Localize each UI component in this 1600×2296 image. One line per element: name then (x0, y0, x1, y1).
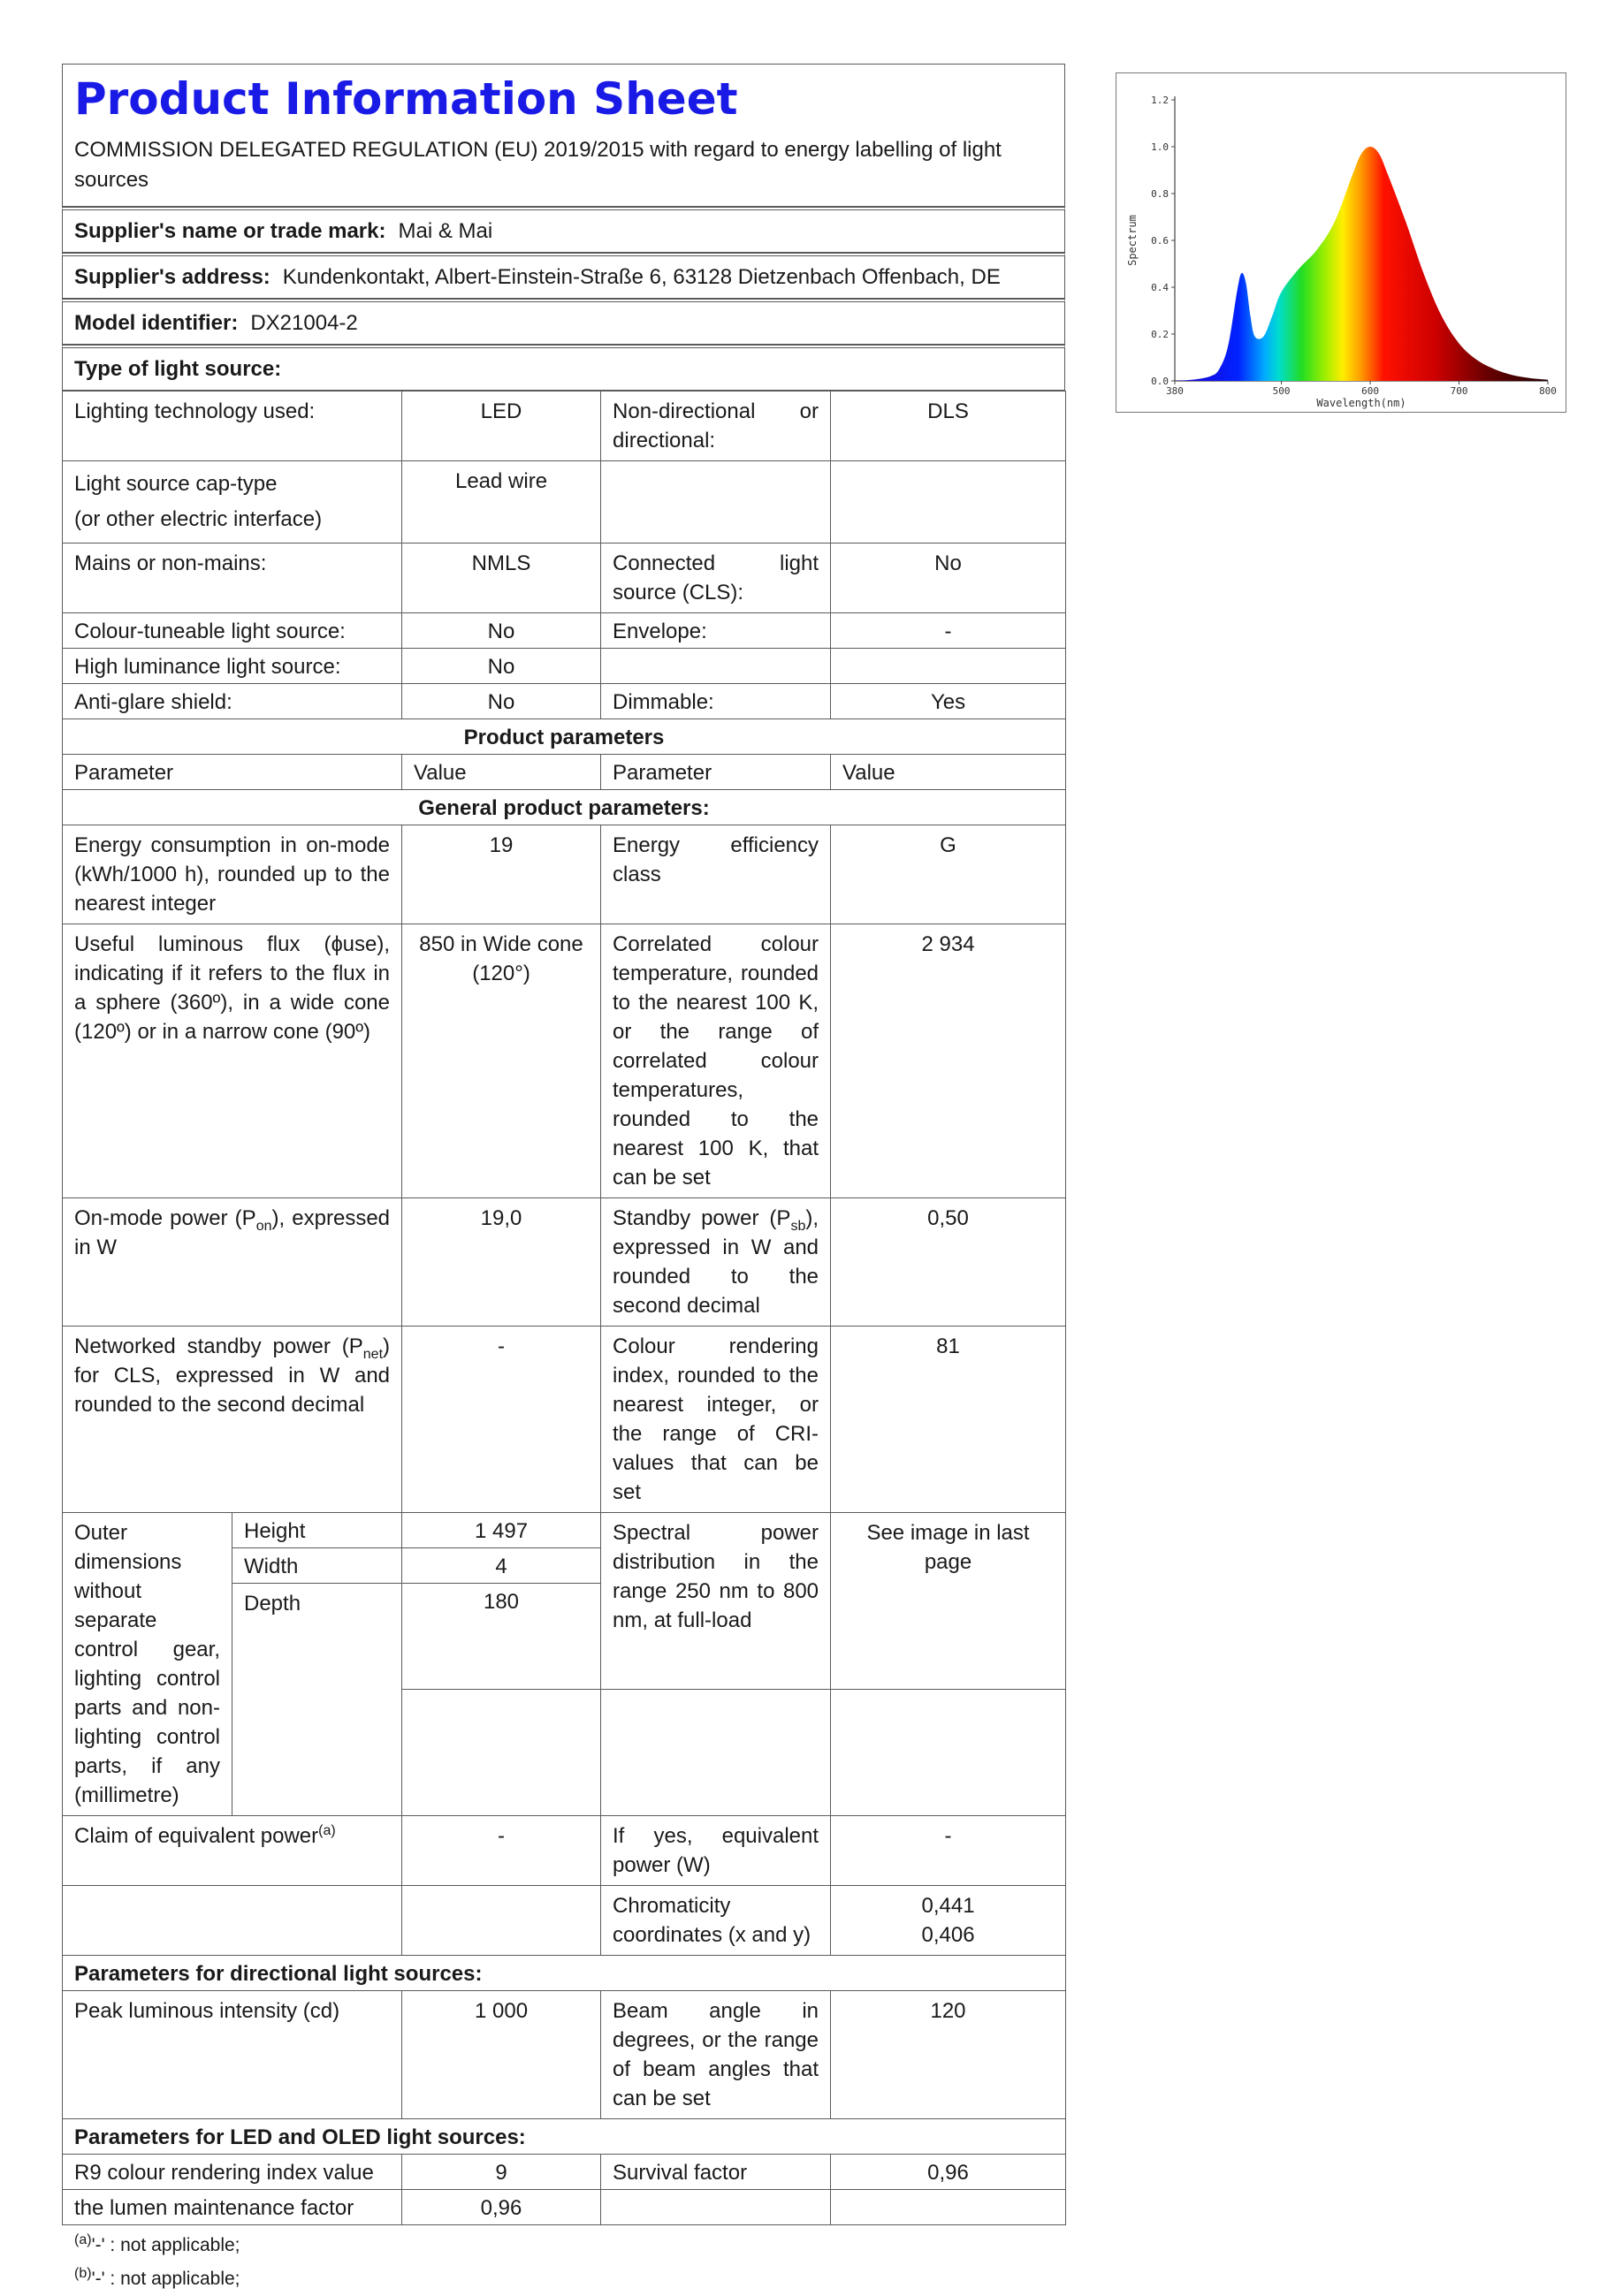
envelope-value: - (831, 613, 1066, 649)
table-row (63, 2155, 1066, 2190)
spectrum-area (1175, 147, 1548, 381)
chromaticity-y: 0,406 (921, 1923, 975, 1947)
lumen-maintenance-value: 0,96 (402, 2190, 601, 2225)
table-row (63, 2119, 1066, 2155)
anti-glare-value: No (402, 684, 601, 719)
beam-angle-value: 120 (831, 1991, 1066, 2119)
luminous-flux-label: Useful luminous flux (ɸuse), indicating if it refers to the flux in a sphere (360º), in a wide cone (120º) or in a narrow cone (90º) (63, 924, 402, 1198)
y-tick-label: 1.0 (1151, 141, 1169, 153)
y-tick-label: 0.8 (1151, 188, 1169, 200)
column-header-parameter: Parameter (63, 755, 402, 790)
directional-value: DLS (831, 392, 1066, 461)
empty-cell (831, 461, 1066, 544)
column-header-parameter: Parameter (601, 755, 831, 790)
y-axis-label: Spectrum (1126, 215, 1139, 266)
anti-glare-label: Anti-glare shield: (63, 684, 402, 719)
spectrum-chart-svg (1116, 73, 1566, 412)
luminous-flux-value: 850 in Wide cone (120°) (402, 924, 601, 1198)
empty-cell (63, 1886, 402, 1956)
equivalent-power-claim-label (63, 1816, 402, 1886)
table-row (63, 790, 1066, 825)
networked-standby-label-b: ) for CLS, expressed in W and rounded to the second decimal (74, 1334, 391, 1417)
column-header-value: Value (831, 755, 1066, 790)
spectral-distribution-label: Spectral power distribution in the range 250 nm to 800 nm, at full-load (601, 1513, 831, 1690)
footnote-a-text: '-' : not applicable; (91, 2235, 240, 2255)
on-mode-power-label-b: ), expressed in W (74, 1206, 391, 1259)
energy-consumption-label: Energy consumption in on-mode (kWh/1000 h), rounded up to the nearest integer (63, 825, 402, 924)
supplier-address-row (62, 253, 1065, 299)
peak-intensity-value: 1 000 (402, 1991, 601, 2119)
survival-factor-value: 0,96 (831, 2155, 1066, 2190)
table-row (63, 1816, 1066, 1886)
footnote-b-mark: (b) (74, 2266, 92, 2281)
cap-type-label (63, 461, 402, 544)
footnote-b (62, 2262, 1065, 2296)
sheet-header (62, 64, 1065, 207)
type-of-light-source-label: Type of light source: (74, 357, 282, 381)
spectrum-chart (1116, 72, 1566, 413)
table-row (63, 825, 1066, 924)
y-tick-label: 0.4 (1151, 282, 1169, 293)
standby-power-label-a: Standby power (P (613, 1206, 791, 1230)
survival-factor-label: Survival factor (601, 2155, 831, 2190)
equivalent-power-label: If yes, equivalent power (W) (601, 1816, 831, 1886)
table-row (63, 1198, 1066, 1327)
table-row (63, 1956, 1066, 1991)
depth-label: Depth (232, 1584, 402, 1816)
cls-value: No (831, 544, 1066, 613)
table-row (63, 392, 1066, 461)
y-tick-label: 0.2 (1151, 329, 1169, 340)
on-mode-power-label (63, 1198, 402, 1327)
networked-standby-value: - (402, 1327, 601, 1513)
colour-rendering-label: Colour rendering index, rounded to the nearest integer, or the range of CRI-values that can be set (601, 1327, 831, 1513)
parameters-table (62, 391, 1066, 2225)
height-label: Height (232, 1513, 402, 1548)
dimmable-value: Yes (831, 684, 1066, 719)
directional-label: Non-directional or directional: (601, 392, 831, 461)
colour-tuneable-label: Colour-tuneable light source: (63, 613, 402, 649)
width-label: Width (232, 1548, 402, 1584)
empty-cell (831, 2190, 1066, 2225)
general-parameters-heading: General product parameters: (63, 790, 1066, 825)
supplier-address-label: Supplier's address: (74, 265, 270, 289)
table-row (63, 613, 1066, 649)
spectral-distribution-value: See image in last page (831, 1513, 1066, 1690)
supplier-address-value: Kundenkontakt, Albert-Einstein-Straße 6, 63128 Dietzenbach Offenbach, DE (282, 265, 1001, 289)
empty-cell (601, 649, 831, 684)
standby-power-sub: sb (790, 1218, 806, 1234)
mains-label: Mains or non-mains: (63, 544, 402, 613)
mains-value: NMLS (402, 544, 601, 613)
tech-label: Lighting technology used: (63, 392, 402, 461)
product-parameters-heading: Product parameters (63, 719, 1066, 755)
table-row (63, 684, 1066, 719)
energy-consumption-value: 19 (402, 825, 601, 924)
colour-temperature-value: 2 934 (831, 924, 1066, 1198)
x-axis-label: Wavelength(nm) (1316, 397, 1406, 409)
on-mode-power-sub: on (255, 1218, 272, 1234)
x-tick-label: 700 (1450, 385, 1468, 397)
cls-label: Connected light source (CLS): (601, 544, 831, 613)
led-parameters-heading: Parameters for LED and OLED light sources: (63, 2119, 1066, 2155)
r9-value: 9 (402, 2155, 601, 2190)
equivalent-power-value: - (831, 1816, 1066, 1886)
table-row (63, 1327, 1066, 1513)
y-tick-label: 1.2 (1151, 95, 1169, 106)
empty-cell (402, 1690, 601, 1816)
table-row (63, 2190, 1066, 2225)
on-mode-power-value: 19,0 (402, 1198, 601, 1327)
footnote-a-mark: (a) (74, 2232, 92, 2247)
footnotes (62, 2229, 1065, 2296)
colour-rendering-value: 81 (831, 1327, 1066, 1513)
x-tick-label: 500 (1272, 385, 1291, 397)
x-tick-label: 600 (1361, 385, 1379, 397)
on-mode-power-label-a: On-mode power (P (74, 1206, 256, 1230)
x-tick-label: 380 (1166, 385, 1184, 397)
supplier-name-value: Mai & Mai (398, 219, 493, 243)
type-of-light-source-row (62, 345, 1065, 391)
product-information-sheet (62, 64, 1065, 2296)
equivalent-power-claim-value: - (402, 1816, 601, 1886)
model-identifier-value: DX21004-2 (250, 311, 358, 335)
table-row (63, 1513, 1066, 1548)
empty-cell (831, 649, 1066, 684)
column-header-value: Value (402, 755, 601, 790)
networked-standby-label-a: Networked standby power (P (74, 1334, 363, 1358)
beam-angle-label: Beam angle in degrees, or the range of beam angles that can be set (601, 1991, 831, 2119)
table-row (63, 755, 1066, 790)
dimmable-label: Dimmable: (601, 684, 831, 719)
chromaticity-x: 0,441 (921, 1894, 975, 1918)
table-row (63, 1886, 1066, 1956)
energy-class-value: G (831, 825, 1066, 924)
model-identifier-label: Model identifier: (74, 311, 239, 335)
footnote-b-text: '-' : not applicable; (91, 2269, 240, 2289)
peak-intensity-label: Peak luminous intensity (cd) (63, 1991, 402, 2119)
empty-cell (601, 2190, 831, 2225)
directional-parameters-heading: Parameters for directional light sources: (63, 1956, 1066, 1991)
energy-class-label: Energy efficiency class (601, 825, 831, 924)
standby-power-label (601, 1198, 831, 1327)
chromaticity-label: Chromaticity coordinates (x and y) (601, 1886, 831, 1956)
table-row (63, 544, 1066, 613)
chromaticity-value (831, 1886, 1066, 1956)
cap-type-value: Lead wire (402, 461, 601, 544)
supplier-name-label: Supplier's name or trade mark: (74, 219, 386, 243)
standby-power-value: 0,50 (831, 1198, 1066, 1327)
y-tick-label: 0.6 (1151, 235, 1169, 247)
standby-power-label-b: ), expressed in W and rounded to the second decimal (613, 1206, 819, 1318)
cap-type-label-line2: (or other electric interface) (74, 507, 323, 531)
empty-cell (601, 1690, 831, 1816)
width-value: 4 (402, 1548, 601, 1584)
table-row (63, 924, 1066, 1198)
depth-value: 180 (402, 1584, 601, 1690)
empty-cell (402, 1886, 601, 1956)
high-luminance-value: No (402, 649, 601, 684)
colour-tuneable-value: No (402, 613, 601, 649)
equivalent-power-claim-text: Claim of equivalent power (74, 1824, 319, 1848)
cap-type-label-line1: Light source cap-type (74, 472, 278, 496)
table-row (63, 1991, 1066, 2119)
envelope-label: Envelope: (601, 613, 831, 649)
table-row (63, 719, 1066, 755)
table-row (63, 461, 1066, 544)
page-title: Product Information Sheet (74, 73, 738, 125)
high-luminance-label: High luminance light source: (63, 649, 402, 684)
footnote-a (62, 2229, 1065, 2262)
networked-standby-label (63, 1327, 402, 1513)
supplier-name-row (62, 207, 1065, 253)
lumen-maintenance-label: the lumen maintenance factor (63, 2190, 402, 2225)
height-value: 1 497 (402, 1513, 601, 1548)
x-tick-label: 800 (1539, 385, 1557, 397)
regulation-text: COMMISSION DELEGATED REGULATION (EU) 2019/2015 with regard to energy labelling of light sources (74, 138, 1002, 192)
empty-cell (831, 1690, 1066, 1816)
empty-cell (601, 461, 831, 544)
y-tick-label: 0.0 (1151, 376, 1169, 387)
table-row (63, 649, 1066, 684)
r9-label: R9 colour rendering index value (63, 2155, 402, 2190)
model-identifier-row (62, 299, 1065, 345)
outer-dimensions-label: Outer dimensions without separate control gear, lighting control parts and non-lighting control parts, if any (millimetre) (63, 1513, 232, 1816)
footnote-marker: (a) (318, 1823, 336, 1838)
networked-standby-sub: net (362, 1346, 384, 1362)
colour-temperature-label: Correlated colour temperature, rounded to the nearest 100 K, or the range of correlated colour temperatures, rounded to the nearest 100 K, that can be set (601, 924, 831, 1198)
tech-value: LED (402, 392, 601, 461)
